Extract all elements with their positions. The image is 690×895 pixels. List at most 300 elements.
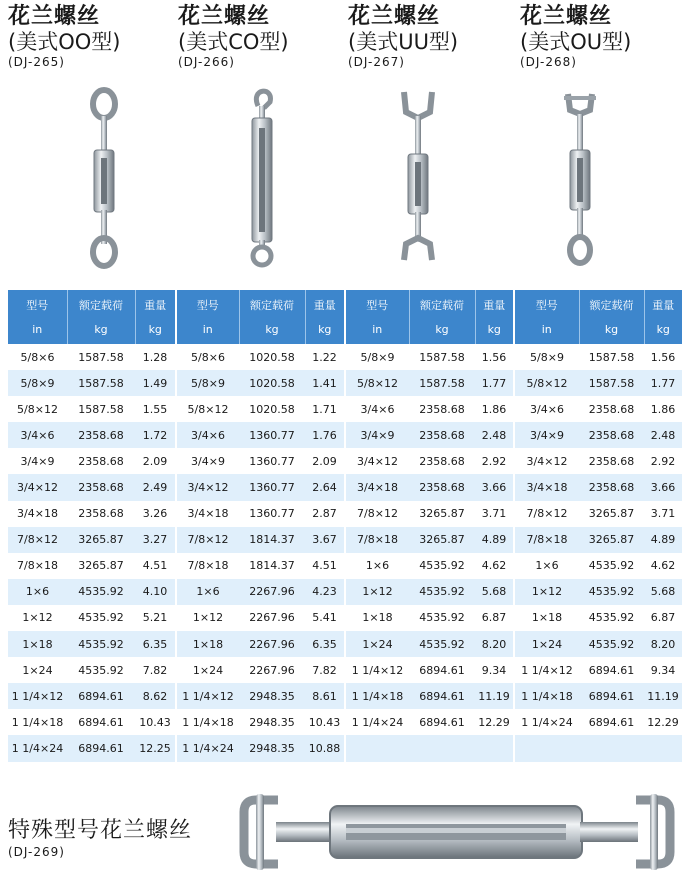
table-row	[346, 396, 513, 422]
cell-weight: 7.82	[135, 657, 175, 683]
table-row	[515, 657, 682, 683]
product-uu	[348, 4, 520, 70]
table-row	[346, 448, 513, 474]
cell-weight: 9.34	[475, 657, 513, 683]
cell-load: 1360.77	[239, 422, 305, 448]
cell-weight: 1.77	[644, 370, 682, 396]
cell-model: 1 1/4×24	[346, 709, 409, 735]
cell-model: 7/8×18	[515, 527, 579, 553]
cell-model: 5/8×12	[8, 396, 67, 422]
cell-load: 6894.61	[579, 683, 644, 709]
cell-weight: 12.29	[644, 709, 682, 735]
table-row	[515, 553, 682, 579]
cell-load: 6894.61	[67, 683, 135, 709]
cell-load: 4535.92	[67, 605, 135, 631]
cell-load: 6894.61	[579, 709, 644, 735]
cell-model: 1×24	[346, 631, 409, 657]
cell-load: 1020.58	[239, 396, 305, 422]
cell-model: 3/4×18	[177, 501, 239, 527]
cell-weight: 12.29	[475, 709, 513, 735]
cell-weight: 8.20	[475, 631, 513, 657]
cell-model: 1 1/4×12	[346, 657, 409, 683]
table-row	[515, 344, 682, 370]
cell-weight: 12.25	[135, 735, 175, 761]
cell-load: 4535.92	[579, 631, 644, 657]
cell-weight: 6.35	[305, 631, 344, 657]
cell-weight: 3.26	[135, 501, 175, 527]
product-style: (美式CO型)	[178, 30, 289, 54]
cell-weight: 10.43	[135, 709, 175, 735]
cell-load: 2267.96	[239, 579, 305, 605]
product-style: (美式OU型)	[520, 30, 632, 54]
table-row	[177, 370, 344, 396]
table-row	[346, 344, 513, 370]
table-row	[346, 553, 513, 579]
cell-load: 2358.68	[409, 422, 475, 448]
cell-weight: 8.61	[305, 683, 344, 709]
table-row	[346, 501, 513, 527]
cell-model: 3/4×12	[515, 448, 579, 474]
table-row	[8, 631, 175, 657]
cell-model: 1×12	[515, 579, 579, 605]
header-weight: 重量	[305, 290, 344, 317]
table-row	[346, 709, 513, 735]
cell-weight: 1.28	[135, 344, 175, 370]
table-row	[515, 683, 682, 709]
cell-weight: 2.48	[644, 422, 682, 448]
spec-table-ou	[515, 290, 682, 762]
table-row	[515, 422, 682, 448]
cell-weight: 3.66	[475, 474, 513, 500]
table-row	[177, 344, 344, 370]
cell-weight: 2.87	[305, 501, 344, 527]
table-row	[177, 448, 344, 474]
cell-weight: 5.68	[475, 579, 513, 605]
cell-model: 1×18	[177, 631, 239, 657]
header-unit-kg: kg	[239, 317, 305, 344]
cell-weight: 2.49	[135, 474, 175, 500]
header-unit-kg: kg	[644, 317, 682, 344]
header-weight: 重量	[475, 290, 513, 317]
table-row	[177, 422, 344, 448]
cell-model: 7/8×12	[177, 527, 239, 553]
table-row	[177, 527, 344, 553]
header-model: 型号	[177, 290, 239, 317]
table-row	[177, 735, 344, 761]
table-row	[177, 683, 344, 709]
cell-load: 2267.96	[239, 631, 305, 657]
cell-weight: 4.89	[644, 527, 682, 553]
table-row	[346, 370, 513, 396]
cell-weight: 1.22	[305, 344, 344, 370]
cell-model: 1×18	[8, 631, 67, 657]
table-row	[346, 474, 513, 500]
table-row	[177, 579, 344, 605]
cell-model: 3/4×9	[177, 448, 239, 474]
header-load: 额定载荷	[579, 290, 644, 317]
cell-load: 2267.96	[239, 657, 305, 683]
cell-model: 5/8×9	[8, 370, 67, 396]
table-row	[177, 396, 344, 422]
cell-weight: 2.09	[305, 448, 344, 474]
cell-model: 3/4×12	[8, 474, 67, 500]
table-row	[8, 501, 175, 527]
spec-table-oo	[8, 290, 175, 762]
cell-load: 6894.61	[409, 709, 475, 735]
cell-model: 1 1/4×12	[8, 683, 67, 709]
cell-weight	[475, 735, 513, 761]
header-model: 型号	[346, 290, 409, 317]
table-row	[8, 709, 175, 735]
cell-weight: 6.87	[475, 605, 513, 631]
cell-load: 4535.92	[67, 631, 135, 657]
special-title: 特殊型号花兰螺丝	[8, 818, 193, 843]
header-load: 额定载荷	[239, 290, 305, 317]
cell-weight: 5.41	[305, 605, 344, 631]
table-row	[346, 657, 513, 683]
cell-model: 1 1/4×24	[515, 709, 579, 735]
header-unit-in: in	[8, 317, 67, 344]
cell-weight: 2.92	[475, 448, 513, 474]
cell-load: 1587.58	[67, 370, 135, 396]
cell-model: 1 1/4×12	[515, 657, 579, 683]
cell-weight: 5.68	[644, 579, 682, 605]
table-row	[515, 735, 682, 761]
header-unit-in: in	[346, 317, 409, 344]
table-row	[8, 657, 175, 683]
cell-weight: 1.56	[644, 344, 682, 370]
cell-load: 1814.37	[239, 527, 305, 553]
table-row	[8, 605, 175, 631]
header-weight: 重量	[644, 290, 682, 317]
cell-model: 3/4×6	[515, 396, 579, 422]
cell-load: 4535.92	[579, 605, 644, 631]
cell-model: 1×24	[515, 631, 579, 657]
cell-model: 3/4×6	[177, 422, 239, 448]
cell-model: 3/4×18	[8, 501, 67, 527]
cell-weight: 11.19	[644, 683, 682, 709]
cell-weight: 4.23	[305, 579, 344, 605]
header-unit-kg: kg	[135, 317, 175, 344]
table-row	[8, 579, 175, 605]
table-row	[177, 605, 344, 631]
cell-weight: 4.89	[475, 527, 513, 553]
header-model: 型号	[515, 290, 579, 317]
cell-weight: 6.87	[644, 605, 682, 631]
cell-load: 4535.92	[67, 657, 135, 683]
cell-load: 1360.77	[239, 474, 305, 500]
cell-load: 2358.68	[579, 396, 644, 422]
cell-model: 7/8×12	[515, 501, 579, 527]
spec-table-uu	[346, 290, 513, 762]
cell-model: 1×6	[515, 553, 579, 579]
cell-load: 2358.68	[67, 474, 135, 500]
product-style: (美式UU型)	[348, 30, 459, 54]
turnbuckle-hook-eye-icon	[178, 84, 350, 269]
cell-weight: 9.34	[644, 657, 682, 683]
cell-load: 4535.92	[67, 579, 135, 605]
cell-model: 1×6	[177, 579, 239, 605]
cell-weight: 3.71	[644, 501, 682, 527]
header-unit-kg: kg	[579, 317, 644, 344]
header-unit-kg: kg	[305, 317, 344, 344]
table-row	[515, 527, 682, 553]
table-row	[8, 370, 175, 396]
table-row	[8, 553, 175, 579]
table-row	[515, 474, 682, 500]
cell-model: 1×6	[346, 553, 409, 579]
cell-weight: 4.62	[475, 553, 513, 579]
cell-load: 3265.87	[67, 527, 135, 553]
cell-load: 2358.68	[579, 474, 644, 500]
cell-load: 2948.35	[239, 735, 305, 761]
cell-weight	[644, 735, 682, 761]
table-row	[8, 448, 175, 474]
table-row	[346, 422, 513, 448]
cell-weight: 7.82	[305, 657, 344, 683]
cell-model	[515, 735, 579, 761]
cell-model: 1 1/4×24	[177, 735, 239, 761]
cell-load: 1020.58	[239, 344, 305, 370]
header-unit-kg: kg	[475, 317, 513, 344]
product-code: (DJ-265)	[8, 55, 65, 69]
cell-model: 5/8×9	[515, 344, 579, 370]
cell-load: 2948.35	[239, 683, 305, 709]
cell-load: 1360.77	[239, 501, 305, 527]
cell-weight: 4.10	[135, 579, 175, 605]
cell-model: 1×24	[8, 657, 67, 683]
cell-model: 7/8×12	[8, 527, 67, 553]
turnbuckle-jaw-jaw-large-icon	[238, 792, 678, 872]
cell-load: 4535.92	[409, 631, 475, 657]
cell-load: 2358.68	[409, 474, 475, 500]
turnbuckle-jaw-jaw-icon	[348, 84, 520, 269]
cell-weight: 4.51	[135, 553, 175, 579]
cell-model: 1×24	[177, 657, 239, 683]
cell-weight: 2.48	[475, 422, 513, 448]
cell-model: 5/8×12	[177, 396, 239, 422]
cell-model: 5/8×9	[346, 344, 409, 370]
product-code: (DJ-268)	[520, 55, 577, 69]
table-row	[515, 501, 682, 527]
cell-model: 1 1/4×18	[177, 709, 239, 735]
table-row	[8, 396, 175, 422]
cell-model: 5/8×12	[346, 370, 409, 396]
cell-model: 1 1/4×18	[8, 709, 67, 735]
table-row	[8, 735, 175, 761]
cell-load: 6894.61	[579, 657, 644, 683]
cell-load: 1587.58	[67, 396, 135, 422]
cell-load: 2948.35	[239, 709, 305, 735]
cell-model: 3/4×12	[177, 474, 239, 500]
cell-load: 1587.58	[409, 344, 475, 370]
header-load: 额定载荷	[67, 290, 135, 317]
table-row	[346, 579, 513, 605]
cell-load: 2358.68	[409, 396, 475, 422]
table-row	[346, 683, 513, 709]
cell-model: 1×12	[8, 605, 67, 631]
header-unit-in: in	[177, 317, 239, 344]
cell-load: 4535.92	[579, 579, 644, 605]
cell-weight: 10.43	[305, 709, 344, 735]
cell-load: 6894.61	[409, 683, 475, 709]
cell-load: 3265.87	[579, 501, 644, 527]
cell-model: 7/8×18	[8, 553, 67, 579]
product-co	[178, 4, 350, 70]
cell-model: 7/8×12	[346, 501, 409, 527]
cell-model: 3/4×6	[8, 422, 67, 448]
cell-weight: 3.71	[475, 501, 513, 527]
cell-weight: 1.76	[305, 422, 344, 448]
table-row	[346, 631, 513, 657]
cell-load: 1587.58	[67, 344, 135, 370]
header-unit-in: in	[515, 317, 579, 344]
product-name: 花兰螺丝	[348, 4, 441, 29]
cell-model: 3/4×9	[8, 448, 67, 474]
product-name: 花兰螺丝	[8, 4, 101, 29]
cell-weight: 1.86	[644, 396, 682, 422]
header-unit-kg: kg	[67, 317, 135, 344]
cell-load: 1587.58	[579, 370, 644, 396]
cell-load: 3265.87	[67, 553, 135, 579]
turnbuckle-eye-eye-icon	[8, 84, 180, 269]
cell-load: 1360.77	[239, 448, 305, 474]
cell-load: 1814.37	[239, 553, 305, 579]
cell-weight: 8.62	[135, 683, 175, 709]
table-row	[346, 605, 513, 631]
table-row	[515, 579, 682, 605]
table-row	[346, 735, 513, 761]
cell-load: 2358.68	[67, 501, 135, 527]
product-code: (DJ-267)	[348, 55, 405, 69]
spec-tables	[8, 290, 682, 762]
cell-model: 1×18	[515, 605, 579, 631]
cell-model: 1×6	[8, 579, 67, 605]
table-row	[177, 657, 344, 683]
cell-model: 5/8×6	[177, 344, 239, 370]
cell-weight: 10.88	[305, 735, 344, 761]
turnbuckle-jaw-eye-icon	[520, 84, 690, 269]
cell-model: 5/8×9	[177, 370, 239, 396]
cell-weight: 8.20	[644, 631, 682, 657]
cell-load: 1587.58	[579, 344, 644, 370]
cell-load: 2358.68	[409, 448, 475, 474]
cell-model: 1×12	[177, 605, 239, 631]
product-style: (美式OO型)	[8, 30, 121, 54]
product-name: 花兰螺丝	[178, 4, 271, 29]
cell-load: 2358.68	[67, 422, 135, 448]
product-oo	[8, 4, 180, 70]
cell-model: 3/4×18	[346, 474, 409, 500]
cell-load: 3265.87	[579, 527, 644, 553]
cell-weight: 6.35	[135, 631, 175, 657]
cell-load: 4535.92	[409, 553, 475, 579]
product-ou	[520, 4, 690, 70]
cell-weight: 1.71	[305, 396, 344, 422]
cell-model: 1×18	[346, 605, 409, 631]
spec-table-co	[177, 290, 344, 762]
header-model: 型号	[8, 290, 67, 317]
product-code: (DJ-266)	[178, 55, 235, 69]
cell-load: 2358.68	[67, 448, 135, 474]
table-row	[8, 474, 175, 500]
table-row	[515, 709, 682, 735]
cell-model: 3/4×18	[515, 474, 579, 500]
cell-load: 2358.68	[579, 448, 644, 474]
cell-weight: 11.19	[475, 683, 513, 709]
cell-load: 1020.58	[239, 370, 305, 396]
cell-weight: 1.72	[135, 422, 175, 448]
table-row	[177, 631, 344, 657]
table-row	[177, 709, 344, 735]
cell-load: 3265.87	[409, 527, 475, 553]
cell-load: 1587.58	[409, 370, 475, 396]
cell-model: 1×12	[346, 579, 409, 605]
cell-load: 2267.96	[239, 605, 305, 631]
cell-weight: 3.66	[644, 474, 682, 500]
cell-model: 3/4×9	[515, 422, 579, 448]
table-row	[8, 344, 175, 370]
product-name: 花兰螺丝	[520, 4, 613, 29]
table-row	[346, 527, 513, 553]
cell-load: 4535.92	[409, 605, 475, 631]
cell-load: 6894.61	[67, 709, 135, 735]
cell-model: 3/4×9	[346, 422, 409, 448]
cell-weight: 2.09	[135, 448, 175, 474]
cell-weight: 5.21	[135, 605, 175, 631]
header-weight: 重量	[135, 290, 175, 317]
cell-load: 4535.92	[579, 553, 644, 579]
cell-model: 1 1/4×12	[177, 683, 239, 709]
cell-model	[346, 735, 409, 761]
cell-weight: 1.49	[135, 370, 175, 396]
header-unit-kg: kg	[409, 317, 475, 344]
cell-model: 7/8×18	[346, 527, 409, 553]
cell-weight: 2.64	[305, 474, 344, 500]
cell-weight: 1.86	[475, 396, 513, 422]
table-row	[8, 527, 175, 553]
cell-load: 4535.92	[409, 579, 475, 605]
cell-weight: 3.27	[135, 527, 175, 553]
table-row	[8, 422, 175, 448]
table-row	[515, 448, 682, 474]
cell-model: 1 1/4×18	[346, 683, 409, 709]
cell-model: 1 1/4×24	[8, 735, 67, 761]
cell-model: 5/8×6	[8, 344, 67, 370]
cell-weight: 1.41	[305, 370, 344, 396]
cell-weight: 4.62	[644, 553, 682, 579]
cell-model: 3/4×12	[346, 448, 409, 474]
header-load: 额定载荷	[409, 290, 475, 317]
cell-weight: 3.67	[305, 527, 344, 553]
cell-load: 2358.68	[579, 422, 644, 448]
cell-weight: 1.77	[475, 370, 513, 396]
table-row	[177, 501, 344, 527]
cell-load: 6894.61	[67, 735, 135, 761]
cell-model: 3/4×6	[346, 396, 409, 422]
cell-model: 7/8×18	[177, 553, 239, 579]
cell-model: 1 1/4×18	[515, 683, 579, 709]
table-row	[177, 474, 344, 500]
cell-weight: 1.56	[475, 344, 513, 370]
table-row	[8, 683, 175, 709]
cell-load	[409, 735, 475, 761]
special-code: (DJ-269)	[8, 845, 65, 859]
cell-weight: 1.55	[135, 396, 175, 422]
cell-load	[579, 735, 644, 761]
table-row	[515, 631, 682, 657]
special-model	[8, 818, 192, 860]
